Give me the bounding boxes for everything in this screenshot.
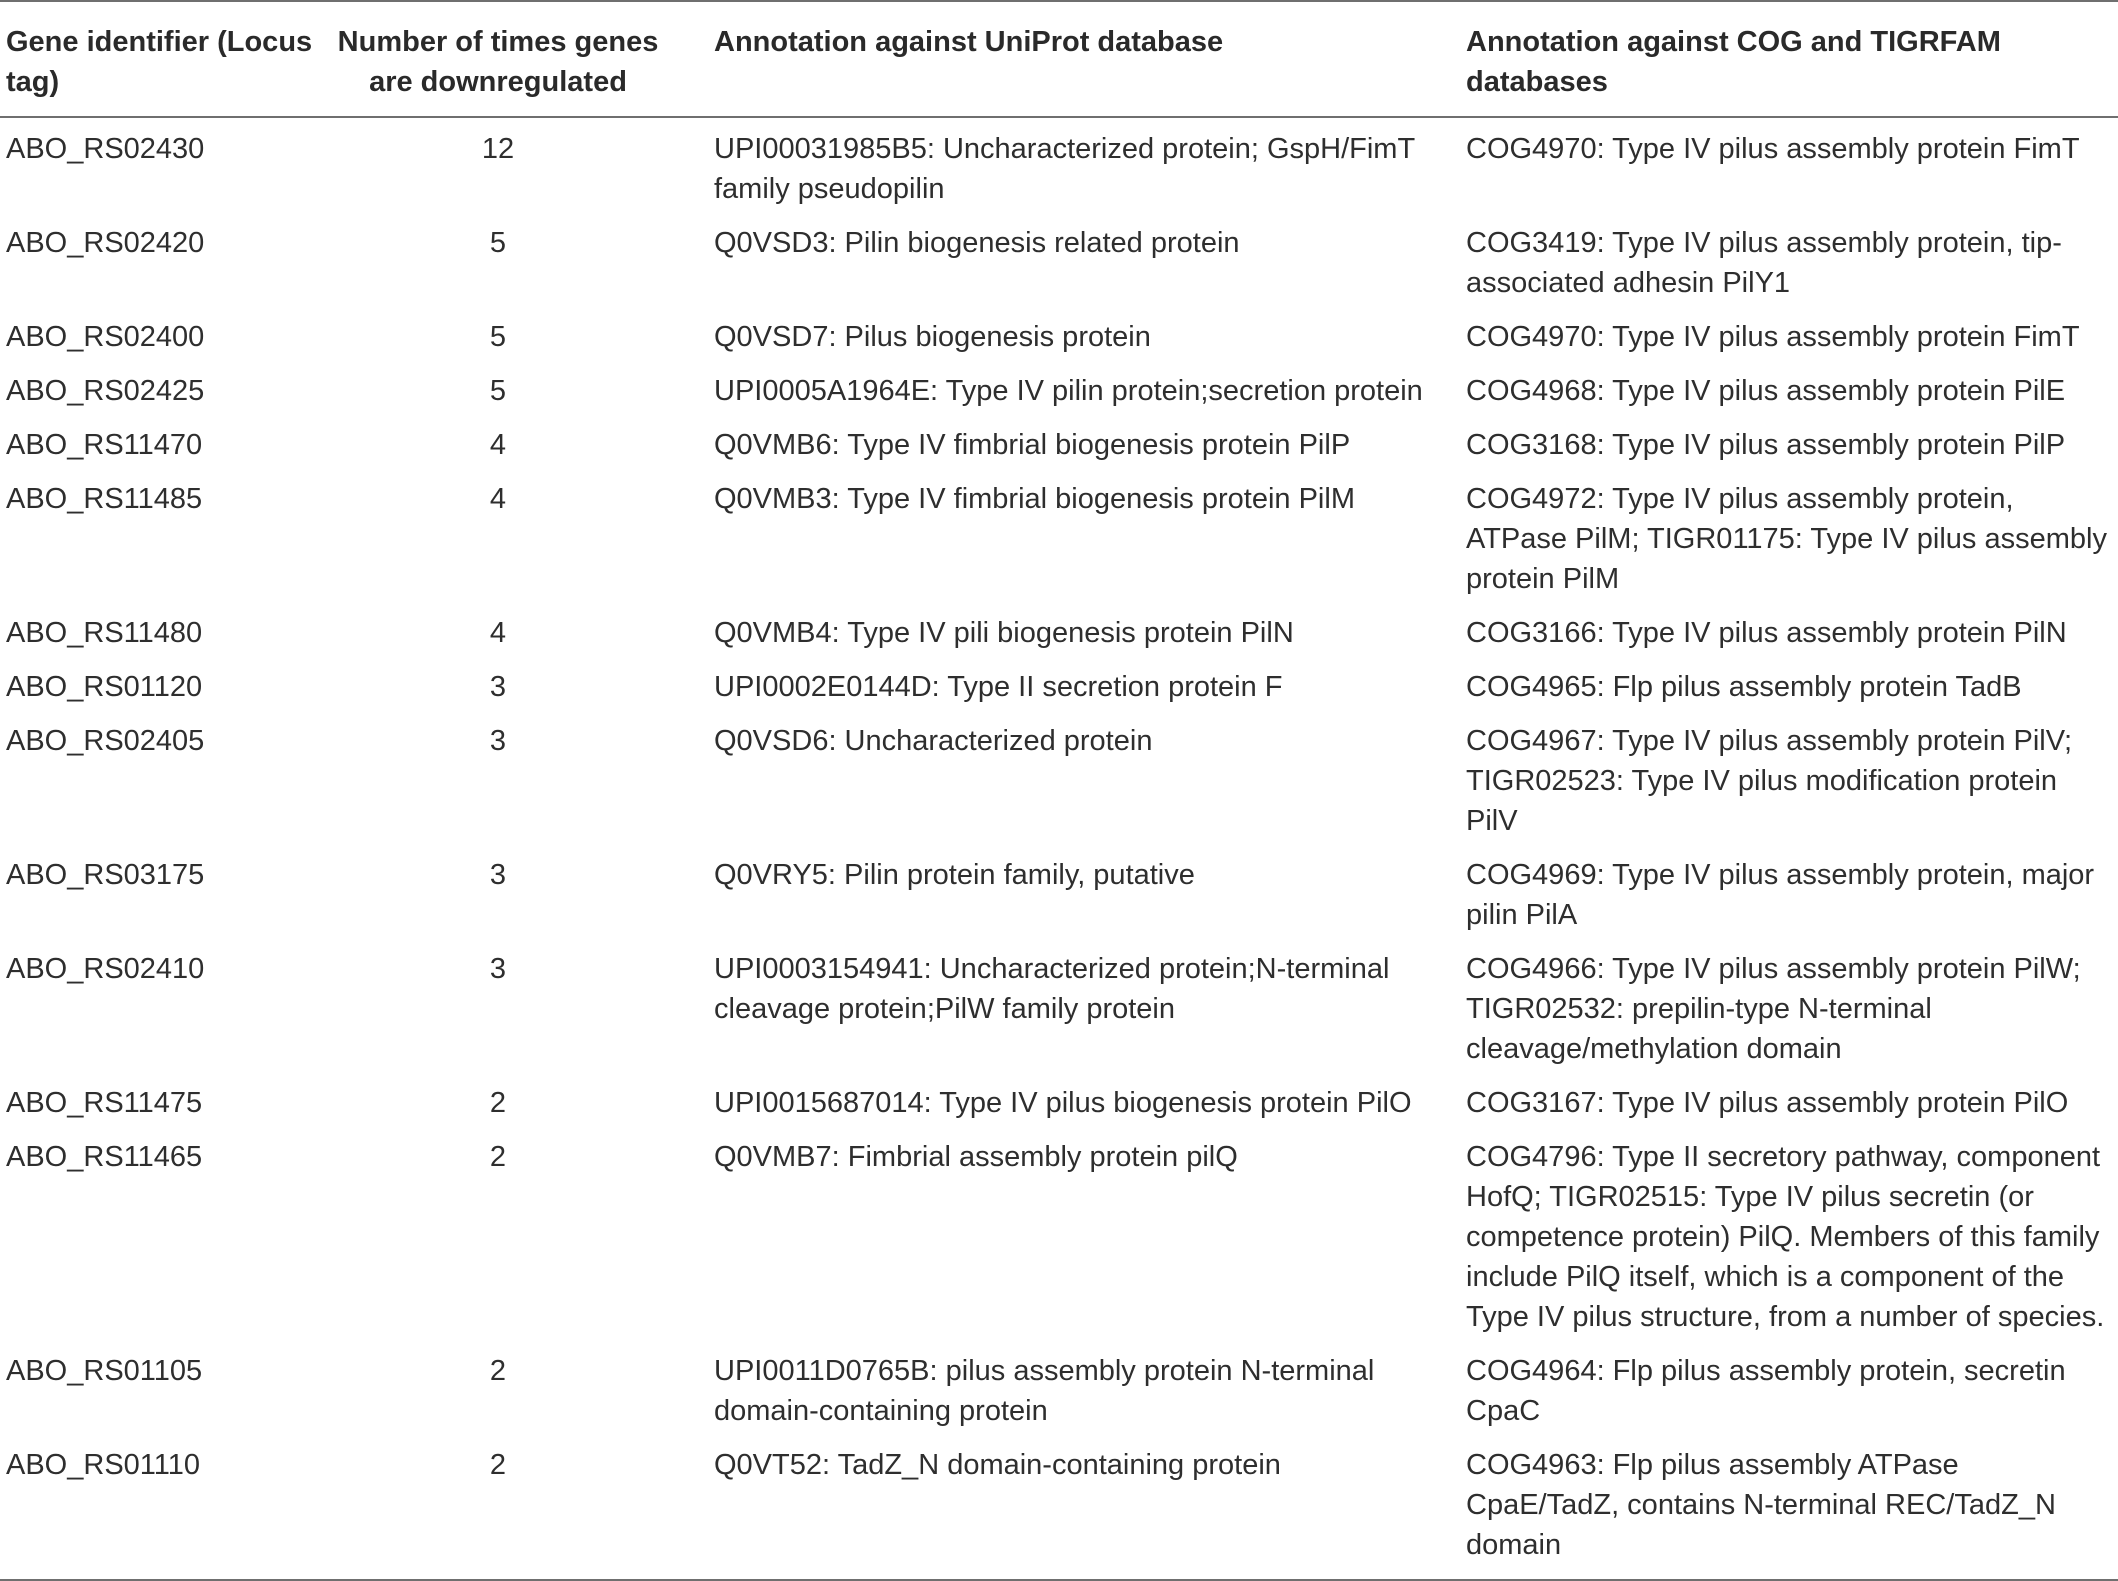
- cell-cog-annotation: COG4963: Flp pilus assembly ATPase CpaE/TadZ, contains N-terminal REC/TadZ_N domain: [1466, 1449, 2056, 1561]
- table-row: [0, 1351, 2118, 1445]
- cell-locus-tag: ABO_RS11485: [6, 483, 203, 515]
- cell-uniprot-annotation: UPI00031985B5: Uncharacterized protein; GspH/FimT family pseudopilin: [714, 133, 1415, 205]
- cell-locus-tag: ABO_RS01105: [6, 1355, 203, 1387]
- cell-uniprot-annotation: UPI0002E0144D: Type II secretion protein F: [714, 671, 1283, 703]
- cell-downregulated-count: 12: [481, 133, 515, 165]
- header-downregulated-count: Number of times genes are downregulated: [337, 26, 659, 98]
- table-row: [0, 117, 2118, 223]
- cell-downregulated-count: 2: [489, 1355, 507, 1387]
- cell-locus-tag: ABO_RS11470: [6, 429, 203, 461]
- header-uniprot-annotation: Annotation against UniProt database: [714, 26, 1224, 58]
- cell-downregulated-count: 5: [489, 321, 507, 353]
- table-row: [0, 223, 2118, 317]
- cell-locus-tag: ABO_RS02430: [6, 133, 205, 165]
- cell-locus-tag: ABO_RS02405: [6, 725, 205, 757]
- header-cog-tigrfam-annotation: Annotation against COG and TIGRFAM databases: [1466, 26, 2001, 98]
- cell-cog-annotation: COG3419: Type IV pilus assembly protein, tip-associated adhesin PilY1: [1466, 227, 2062, 299]
- cell-cog-annotation: COG4965: Flp pilus assembly protein TadB: [1466, 671, 2022, 703]
- cell-uniprot-annotation: Q0VSD3: Pilin biogenesis related protein: [714, 227, 1240, 259]
- table-row: [0, 721, 2118, 855]
- cell-cog-annotation: COG3166: Type IV pilus assembly protein PilN: [1466, 617, 2067, 649]
- cell-locus-tag: ABO_RS02425: [6, 375, 205, 407]
- cell-locus-tag: ABO_RS11465: [6, 1141, 203, 1173]
- cell-cog-annotation: COG4972: Type IV pilus assembly protein, ATPase PilM; TIGR01175: Type IV pilus assembly protein PilM: [1466, 483, 2107, 595]
- table-row: [0, 949, 2118, 1083]
- table-row: [0, 371, 2118, 425]
- cell-downregulated-count: 2: [489, 1449, 507, 1481]
- cell-locus-tag: ABO_RS02400: [6, 321, 205, 353]
- cell-downregulated-count: 5: [489, 375, 507, 407]
- cell-cog-annotation: COG4968: Type IV pilus assembly protein PilE: [1466, 375, 2066, 407]
- cell-downregulated-count: 4: [489, 429, 507, 461]
- table-row: [0, 1137, 2118, 1351]
- cell-locus-tag: ABO_RS02410: [6, 953, 205, 985]
- cell-locus-tag: ABO_RS01120: [6, 671, 203, 703]
- cell-uniprot-annotation: Q0VMB3: Type IV fimbrial biogenesis protein PilM: [714, 483, 1355, 515]
- table-row: [0, 317, 2118, 371]
- cell-uniprot-annotation: Q0VMB4: Type IV pili biogenesis protein PilN: [714, 617, 1294, 649]
- table-row: [0, 855, 2118, 949]
- cell-uniprot-annotation: UPI0003154941: Uncharacterized protein;N-terminal cleavage protein;PilW family protein: [714, 953, 1390, 1025]
- cell-cog-annotation: COG4796: Type II secretory pathway, component HofQ; TIGR02515: Type IV pilus secretin (or competence protein) PilQ. Members of this family include PilQ itself, which is a component of the Type IV pilus structure, from a number of species.: [1466, 1141, 2105, 1333]
- cell-downregulated-count: 4: [489, 483, 507, 515]
- cell-uniprot-annotation: Q0VSD7: Pilus biogenesis protein: [714, 321, 1151, 353]
- table-row: [0, 479, 2118, 613]
- cell-downregulated-count: 4: [489, 617, 507, 649]
- cell-downregulated-count: 3: [489, 671, 507, 703]
- cell-uniprot-annotation: UPI0015687014: Type IV pilus biogenesis protein PilO: [714, 1087, 1412, 1119]
- table-row: [0, 1445, 2118, 1580]
- table-body: [0, 117, 2118, 1580]
- cell-uniprot-annotation: UPI0005A1964E: Type IV pilin protein;secretion protein: [714, 375, 1423, 407]
- cell-downregulated-count: 3: [489, 859, 507, 891]
- cell-locus-tag: ABO_RS11480: [6, 617, 203, 649]
- cell-downregulated-count: 2: [489, 1087, 507, 1119]
- cell-uniprot-annotation: UPI0011D0765B: pilus assembly protein N-terminal domain-containing protein: [714, 1355, 1375, 1427]
- cell-locus-tag: ABO_RS11475: [6, 1087, 203, 1119]
- header-locus-tag: Gene identifier (Locus tag): [6, 26, 313, 98]
- cell-downregulated-count: 3: [489, 953, 507, 985]
- table-row: [0, 613, 2118, 667]
- cell-uniprot-annotation: Q0VSD6: Uncharacterized protein: [714, 725, 1153, 757]
- cell-uniprot-annotation: Q0VMB6: Type IV fimbrial biogenesis protein PilP: [714, 429, 1351, 461]
- cell-cog-annotation: COG4964: Flp pilus assembly protein, secretin CpaC: [1466, 1355, 2066, 1427]
- cell-cog-annotation: COG4969: Type IV pilus assembly protein, major pilin PilA: [1466, 859, 2095, 931]
- cell-cog-annotation: COG3167: Type IV pilus assembly protein PilO: [1466, 1087, 2069, 1119]
- cell-uniprot-annotation: Q0VRY5: Pilin protein family, putative: [714, 859, 1195, 891]
- cell-downregulated-count: 2: [489, 1141, 507, 1173]
- cell-cog-annotation: COG4966: Type IV pilus assembly protein PilW; TIGR02532: prepilin-type N-terminal cleavage/methylation domain: [1466, 953, 2081, 1065]
- cell-downregulated-count: 5: [489, 227, 507, 259]
- cell-locus-tag: ABO_RS02420: [6, 227, 205, 259]
- header-row: [0, 1, 2118, 117]
- table-header: [0, 1, 2118, 117]
- cell-locus-tag: ABO_RS01110: [6, 1449, 200, 1481]
- cell-downregulated-count: 3: [489, 725, 507, 757]
- table-row: [0, 425, 2118, 479]
- table-row: [0, 667, 2118, 721]
- cell-cog-annotation: COG4967: Type IV pilus assembly protein PilV; TIGR02523: Type IV pilus modification protein PilV: [1466, 725, 2073, 837]
- cell-locus-tag: ABO_RS03175: [6, 859, 205, 891]
- cell-uniprot-annotation: Q0VMB7: Fimbrial assembly protein pilQ: [714, 1141, 1238, 1173]
- cell-cog-annotation: COG3168: Type IV pilus assembly protein PilP: [1466, 429, 2066, 461]
- cell-uniprot-annotation: Q0VT52: TadZ_N domain-containing protein: [714, 1449, 1281, 1481]
- cell-cog-annotation: COG4970: Type IV pilus assembly protein FimT: [1466, 133, 2080, 165]
- cell-cog-annotation: COG4970: Type IV pilus assembly protein FimT: [1466, 321, 2080, 353]
- table-row: [0, 1083, 2118, 1137]
